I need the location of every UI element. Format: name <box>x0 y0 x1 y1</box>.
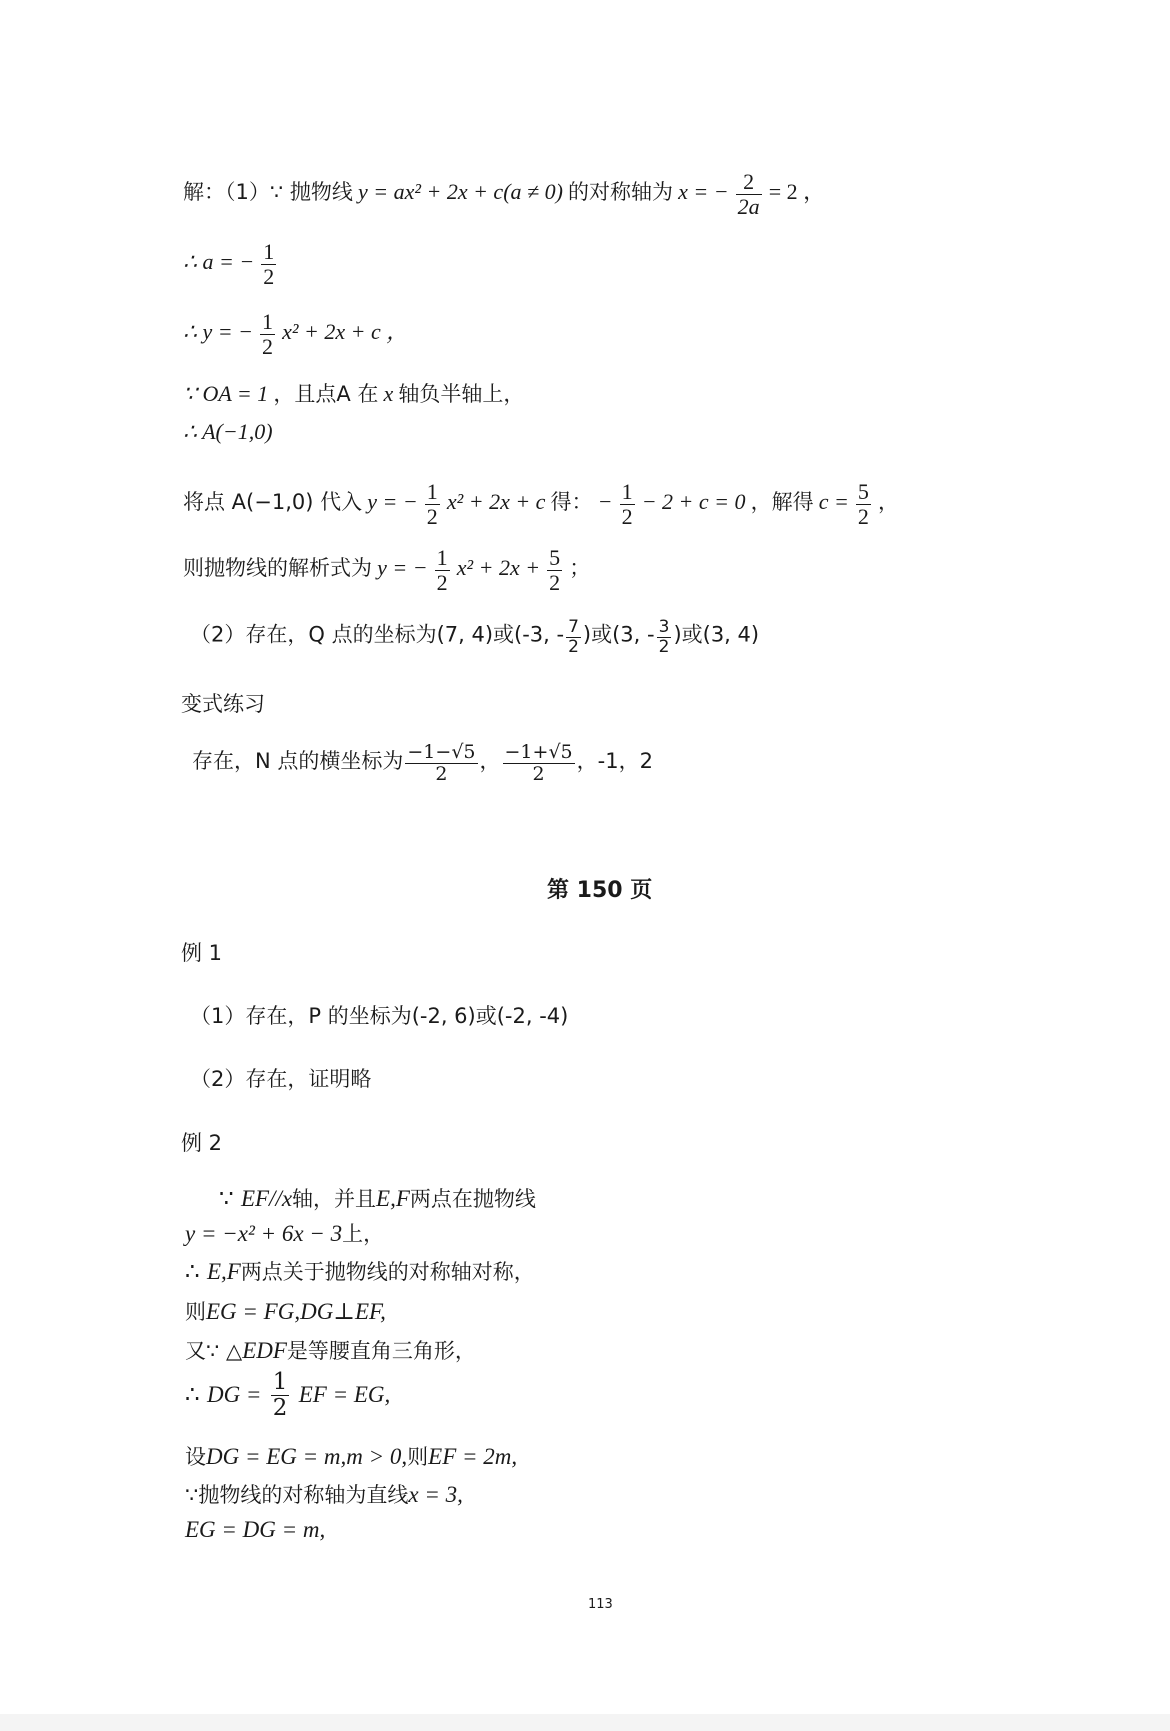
solution-line-3 <box>183 310 408 359</box>
equation: y = −x² + 6x − 3 <box>185 1221 343 1246</box>
equation: y = ax² + 2x + c(a ≠ 0) <box>358 179 563 205</box>
equation: x² + 2x + c <box>446 489 546 515</box>
example-2-row-2 <box>185 1218 384 1248</box>
text: 将点 A(−1,0) 代入 <box>183 490 363 515</box>
example-1-part-2: （2）存在，证明略 <box>190 1067 372 1091</box>
equation: ∴ a = − <box>183 249 255 275</box>
equation: = 2 ， <box>768 179 826 205</box>
solution-line-6 <box>183 480 899 529</box>
fraction: $\frac{3}{2}$ <box>658 617 670 657</box>
equation: EF = 2m, <box>428 1444 518 1469</box>
equation: DG = EG = m,m > 0, <box>206 1444 408 1469</box>
text: 的对称轴为 <box>568 180 674 205</box>
fraction: $\frac{1}{2}$ <box>621 479 633 530</box>
fraction: $\frac{7}{2}$ <box>568 617 579 657</box>
fraction: $\frac{-1-√5}{2}$ <box>407 741 476 785</box>
equation: y = − <box>367 489 418 515</box>
equation: EG = DG = m, <box>185 1517 326 1542</box>
text: ∴ <box>185 1259 207 1285</box>
fraction: $\frac{1}{2}$ <box>272 1369 288 1422</box>
text: 轴负半轴上， <box>398 382 525 406</box>
example-2-row-1 <box>219 1183 536 1213</box>
fraction: $\frac{2}{2a}$ <box>737 169 760 220</box>
solution-line-2 <box>183 240 278 289</box>
equation: y = − <box>377 555 428 581</box>
equation: ∵ OA = 1 <box>183 381 269 406</box>
equation: EF//x <box>240 1186 293 1211</box>
text: 则 <box>185 1300 206 1324</box>
variable: x <box>383 381 394 406</box>
fraction: $\frac{1}{2}$ <box>426 479 438 530</box>
equation: EF = EG, <box>298 1381 391 1407</box>
equation: − 2 + c = 0 <box>641 489 746 515</box>
example-2-row-4 <box>185 1296 386 1326</box>
text: 存在，N 点的横坐标为 <box>192 748 404 773</box>
text: （2）存在，Q 点的坐标为(7, 4)或(-3, - <box>190 622 565 647</box>
text: 设 <box>185 1445 206 1469</box>
equation: DG = <box>206 1381 262 1407</box>
fraction: $\frac{1}{2}$ <box>436 545 448 596</box>
text: ，解得 <box>750 490 814 515</box>
example-1-title: 例 1 <box>181 941 223 965</box>
text: )或(3, - <box>582 622 655 647</box>
variant-line <box>192 742 653 785</box>
text: 则抛物线的解析式为 <box>183 556 372 581</box>
fraction: $\frac{5}{2}$ <box>857 479 869 530</box>
example-2-row-7 <box>185 1441 517 1471</box>
text: ∵抛物线的对称轴为直线 <box>185 1483 409 1507</box>
solution-line-7 <box>183 546 590 595</box>
equation: c = <box>818 489 849 515</box>
text: ， <box>479 748 501 773</box>
equation: x² + 2x + <box>456 555 541 581</box>
text: 轴，并且 <box>292 1187 377 1211</box>
text: 解：（1）∵ 抛物线 <box>183 180 353 205</box>
text: 上， <box>342 1222 385 1246</box>
solution-line-1 <box>183 170 825 219</box>
example-2-row-8 <box>185 1479 463 1509</box>
text: ，-1，2 <box>576 748 653 773</box>
part2-line <box>190 618 759 656</box>
text: 两点在抛物线 <box>409 1187 536 1211</box>
fraction: $\frac{1}{2}$ <box>263 239 275 290</box>
text: ； <box>569 556 591 581</box>
example-2-row-5 <box>185 1335 476 1365</box>
equation: EG = FG,DG⊥EF, <box>206 1299 386 1324</box>
equation: x = − <box>678 179 729 205</box>
solution-line-4 <box>183 378 524 408</box>
page-heading: 第 150 页 <box>547 878 653 903</box>
equation: E,F <box>206 1259 241 1284</box>
fraction: $\frac{5}{2}$ <box>549 545 561 596</box>
equation: x = 3, <box>408 1482 463 1507</box>
text: 是等腰直角三角形， <box>286 1339 476 1363</box>
example-2-title: 例 2 <box>181 1131 223 1155</box>
example-1-part-1: （1）存在，P 的坐标为(-2, 6)或(-2, -4) <box>190 1004 569 1028</box>
text: )或(3, 4) <box>673 622 760 647</box>
equation: E,F <box>376 1186 410 1211</box>
text: 又∵ △ <box>185 1339 243 1363</box>
equation: x² + 2x + c ， <box>282 319 409 345</box>
text: 两点关于抛物线的对称轴对称， <box>240 1260 535 1284</box>
text: ， <box>878 490 899 515</box>
page-number: 113 <box>588 1597 613 1612</box>
solution-line-5 <box>183 419 273 445</box>
text: 得： <box>550 490 593 515</box>
example-2-row-9 <box>185 1517 325 1543</box>
example-2-row-3 <box>185 1256 535 1286</box>
text: ，且点A 在 <box>273 382 379 406</box>
fraction: $\frac{-1+√5}{2}$ <box>504 741 573 785</box>
equation: − <box>597 489 613 515</box>
equation: ∴ y = − <box>183 319 253 345</box>
equation: ∴ A(−1,0) <box>183 419 273 444</box>
equation: EDF <box>242 1338 287 1363</box>
example-2-row-6 <box>185 1370 390 1422</box>
text: ∵ <box>219 1186 241 1212</box>
text: 则 <box>407 1445 429 1469</box>
fraction: $\frac{1}{2}$ <box>262 309 274 360</box>
text: ∴ <box>185 1381 207 1408</box>
variant-title: 变式练习 <box>181 692 265 716</box>
